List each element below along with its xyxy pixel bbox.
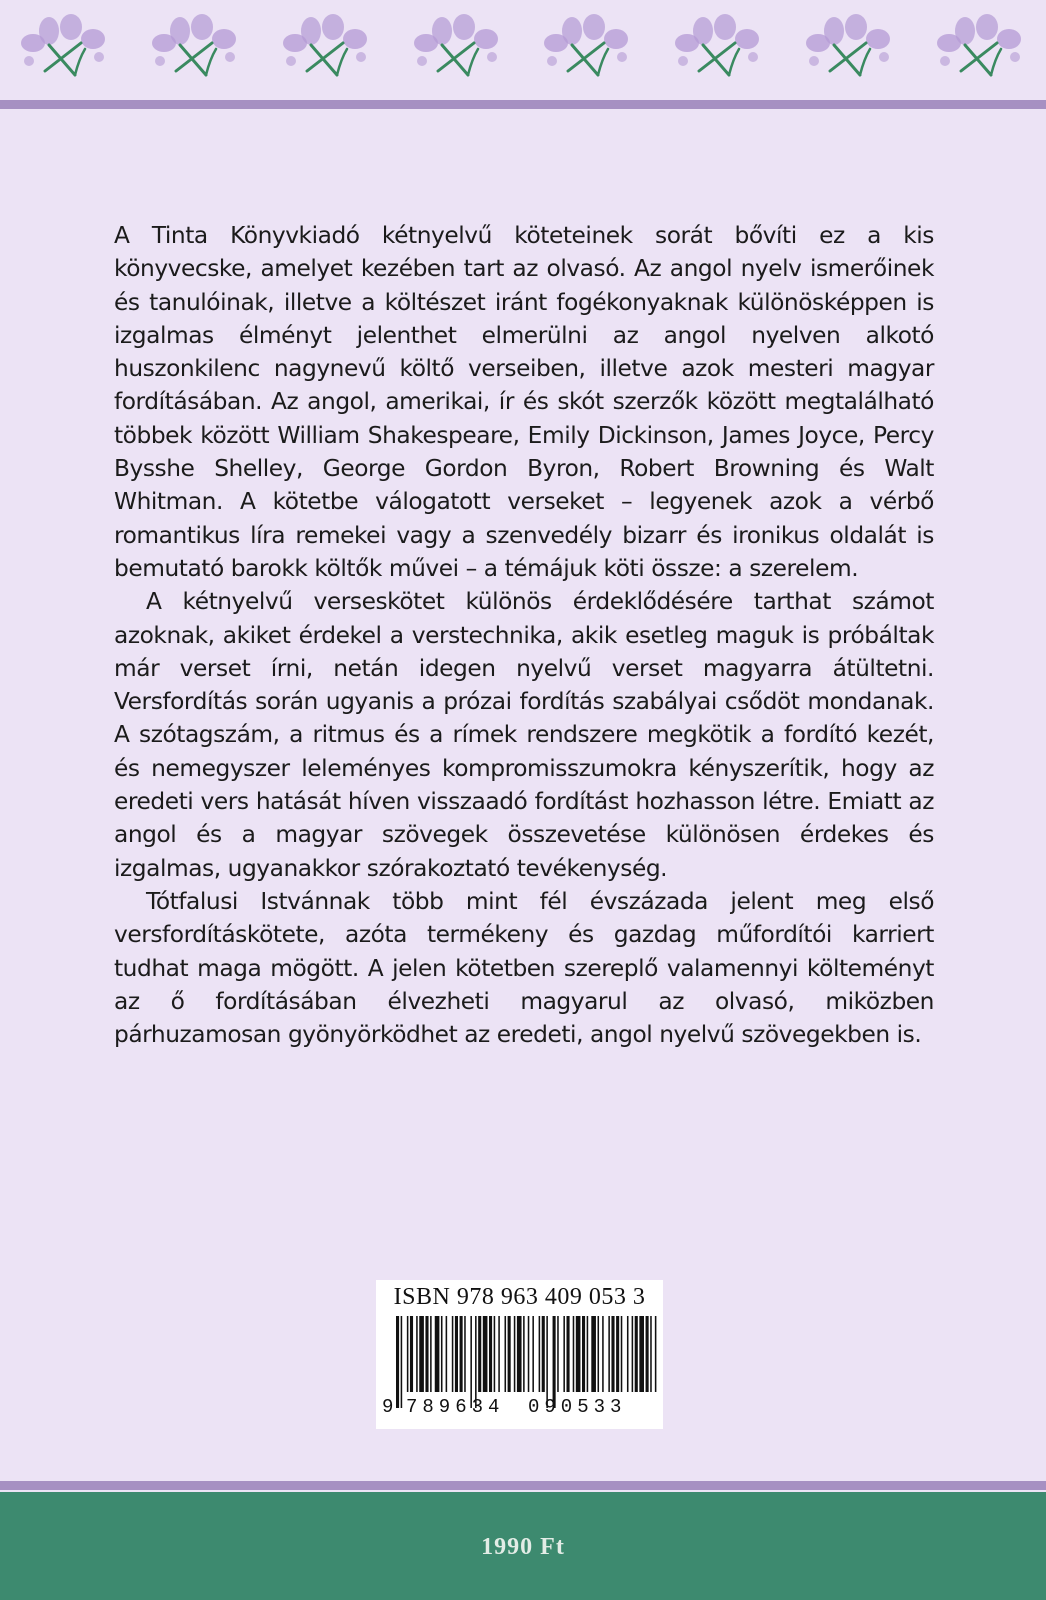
barcode-bar [425,1316,428,1392]
barcode-bar [410,1316,413,1392]
barcode-bar [494,1316,496,1392]
violet-flower-icon [408,9,508,89]
barcode-bar [441,1316,443,1392]
blurb-paragraph-1: A Tinta Könyvkiadó kétnyelvű köteteinek sorát bővíti ez a kis könyvecske, amelyet kezében tart az olvasó. Az angol nyelv ismerőinek és tanulóinak, illetve a költészet iránt fogékonyaknak különösképpen is izgalmas élményt jelenthet elmerülni az angol nyelven alkotó huszonkilenc nagynevű költő verseiben, illetve azok mesteri magyar fordításában. Az angol, amerikai, ír és skót szerzők között megtalálható többek között William Shakespeare, Emily Dickinson, James Joyce, Percy Bysshe Shelley, George Gordon Byron, Robert Browning és Walt Whitman. A kötetbe válogatott verseket – legyenek azok a vérbő romantikus líra remekei vagy a szenvedély bizarr és ironikus oldalát is bemutató barokk költők művei – a témájuk köti össze: a szerelem. [114,222,934,582]
barcode-bar [632,1316,634,1392]
barcode-bar [567,1316,570,1392]
ornament-band [0,0,1046,98]
barcode-bar [475,1316,477,1408]
isbn-barcode-box [376,1280,663,1429]
barcode-bar [591,1316,596,1392]
barcode-bar [401,1316,403,1408]
barcode-bar [655,1316,657,1392]
barcode-bar [489,1316,492,1392]
barcode-bar [598,1316,600,1392]
barcode-bar [514,1316,516,1392]
barcode-bar [582,1316,585,1392]
barcode-bar [435,1316,440,1392]
barcode-bar [464,1316,466,1392]
barcode-bar [573,1316,575,1392]
barcode-bar [505,1316,507,1392]
price-band [0,1492,1046,1600]
barcode-bar [616,1316,619,1392]
barcode-bar [621,1316,623,1392]
barcode-bar [452,1316,454,1392]
barcode-bar [650,1316,652,1392]
blurb-text [114,219,934,1051]
isbn-label: ISBN 978 963 409 053 3 [393,1284,646,1310]
violet-flower-icon [15,9,115,89]
barcode-bar [460,1316,463,1392]
barcode-bar [646,1316,649,1392]
barcode-bar [446,1316,448,1392]
barcode-bar [639,1316,644,1392]
barcode-digit-prefix: 9 [382,1396,394,1416]
barcode-digits-right: 090533 [528,1396,627,1416]
violet-flower-icon [669,9,769,89]
barcode-bar [419,1316,424,1392]
barcode-bar [470,1316,472,1408]
barcode-bar [523,1316,525,1392]
blurb-paragraph-3: Tótfalusi Istvánnak több mint fél évszázada jelent meg első versfordításkötete, azóta termékeny és gazdag műfordítói karriert tudhat maga mögött. A jelen kötetben szereplő valamennyi költeményt az ő fordításában élvezheti magyarul az olvasó, miközben párhuzamosan gyönyörködhet az eredeti, angol nyelvű szövegekben is. [114,887,934,1049]
barcode-bar [602,1316,604,1392]
barcode-bar [635,1316,638,1392]
barcode-bar [553,1316,556,1408]
violet-flower-icon [800,9,900,89]
barcode-bar [532,1316,534,1392]
violet-flower-icon [277,9,377,89]
barcode-bar [608,1316,610,1392]
barcode-bar [587,1316,589,1392]
barcode [380,1316,659,1416]
barcode-digits-left: 789634 [406,1396,505,1416]
blurb-paragraph-2: A kétnyelvű verseskötet különös érdeklődésére tarthat számot azoknak, akiket érdekel a verstechnika, akik esetleg maguk is próbáltak már verset írni, netán idegen nyelvű verset magyarra átültetni. Versfordítás során ugyanis a prózai fordítás szabályai csődöt mondanak. A szótagszám, a ritmus és a rímek rendszere megkötik a fordító kezét, és nemegyszer leleményes kompromisszumokra kényszerítik, hogy az eredeti vers hatását híven visszaadó fordítást hozhasson létre. Emiatt az angol és a magyar szövegek összevetése különösen érdekes és izgalmas, ugyanakkor szórakoztató tevékenység. [114,588,934,882]
barcode-bar [407,1316,409,1392]
violet-flower-icon [538,9,638,89]
barcode-bar [611,1316,614,1392]
barcode-bar [542,1316,545,1392]
barcode-bar [396,1316,399,1408]
barcode-bar [498,1316,500,1392]
violet-flower-icon [931,9,1031,89]
barcode-bar [508,1316,511,1392]
barcode-bar [528,1316,530,1392]
barcode-bar [478,1316,481,1392]
barcode-bar [576,1316,581,1392]
bottom-divider [0,1481,1046,1490]
barcode-bar [416,1316,418,1392]
top-divider [0,100,1046,109]
price-label: 1990 Ft [481,1533,565,1560]
violet-flower-icon [146,9,246,89]
barcode-bar [557,1316,559,1392]
barcode-bar [517,1316,522,1392]
barcode-bar [430,1316,432,1392]
barcode-bar [627,1316,629,1392]
barcode-bar [483,1316,488,1392]
barcode-bar [563,1316,565,1392]
barcode-bar [539,1316,541,1392]
barcode-bar [455,1316,458,1392]
barcode-bar [546,1316,548,1408]
